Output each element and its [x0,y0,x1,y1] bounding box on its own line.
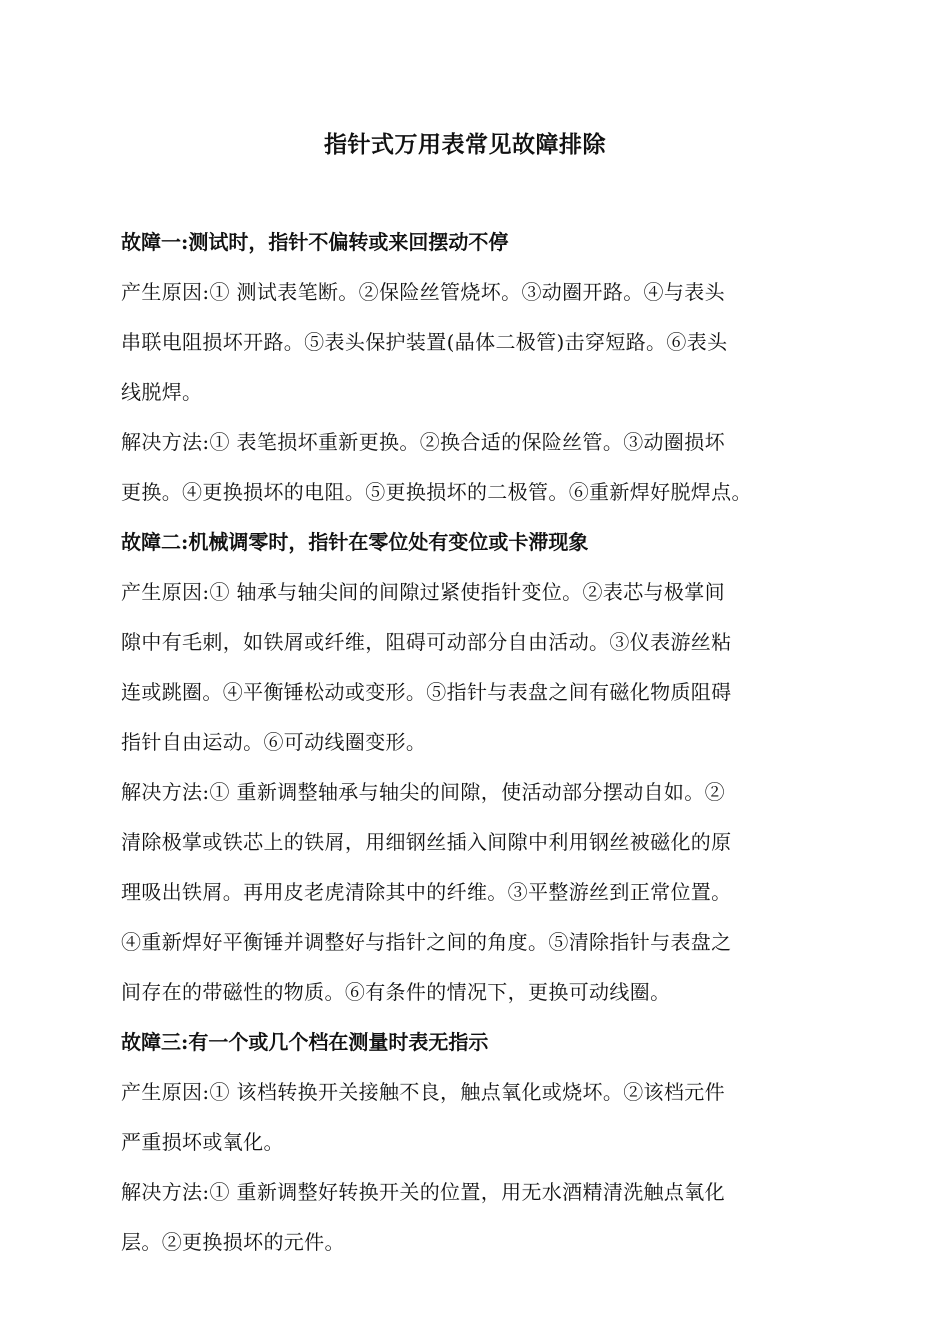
fault-2-solution-line: 理吸出铁屑。再用皮老虎清除其中的纤维。③平整游丝到正常位置。 [121,880,732,904]
fault-3-solution-line: 解决方法:① 重新调整好转换开关的位置，用无水酒精清洗触点氧化 [121,1180,725,1204]
fault-3-heading: 故障三:有一个或几个档在测量时表无指示 [121,1030,489,1054]
fault-1-solution [121,425,821,525]
fault-2-solution-line: ④重新焊好平衡锤并调整好与指针之间的角度。⑤清除指针与表盘之 [121,930,732,954]
fault-3-cause-line: 严重损坏或氧化。 [121,1130,284,1154]
fault-2-cause-line: 指针自由运动。⑥可动线圈变形。 [121,730,427,754]
fault-1-cause-line: 串联电阻损坏开路。⑤表头保护装置(晶体二极管)击穿短路。⑥表头 [121,330,728,354]
fault-1-solution-line: 解决方法:① 表笔损坏重新更换。②换合适的保险丝管。③动圈损坏 [121,430,725,454]
document-body [121,225,821,1275]
document-title: 指针式万用表常见故障排除 [324,131,606,158]
fault-1-solution-line: 更换。④更换损坏的电阻。⑤更换损坏的二极管。⑥重新焊好脱焊点。 [121,480,752,504]
fault-2-heading: 故障二:机械调零时，指针在零位处有变位或卡滞现象 [121,530,589,554]
fault-2-solution-line: 清除极掌或铁芯上的铁屑，用细钢丝插入间隙中利用钢丝被磁化的原 [121,830,732,854]
fault-3-cause-line: 产生原因:① 该档转换开关接触不良，触点氧化或烧坏。②该档元件 [121,1080,725,1104]
fault-2-cause-line: 隙中有毛刺，如铁屑或纤维，阻碍可动部分自由活动。③仪表游丝粘 [121,630,732,654]
fault-3-solution [121,1175,821,1275]
fault-3-solution-line: 层。②更换损坏的元件。 [121,1230,345,1254]
fault-2-cause [121,575,821,775]
fault-3-cause [121,1075,821,1175]
fault-2-solution [121,775,821,1025]
fault-2-solution-line: 间存在的带磁性的物质。⑥有条件的情况下，更换可动线圈。 [121,980,671,1004]
fault-1-cause-line: 产生原因:① 测试表笔断。②保险丝管烧坏。③动圈开路。④与表头 [121,280,725,304]
fault-2-cause-line: 产生原因:① 轴承与轴尖间的间隙过紧使指针变位。②表芯与极掌间 [121,580,725,604]
fault-2-solution-line: 解决方法:① 重新调整轴承与轴尖的间隙，使活动部分摆动自如。② [121,780,725,804]
fault-1-cause [121,275,821,425]
fault-1-cause-line: 线脱焊。 [121,380,203,404]
fault-1-heading: 故障一:测试时，指针不偏转或来回摆动不停 [121,230,509,254]
fault-2-cause-line: 连或跳圈。④平衡锤松动或变形。⑤指针与表盘之间有磁化物质阻碍 [121,680,732,704]
